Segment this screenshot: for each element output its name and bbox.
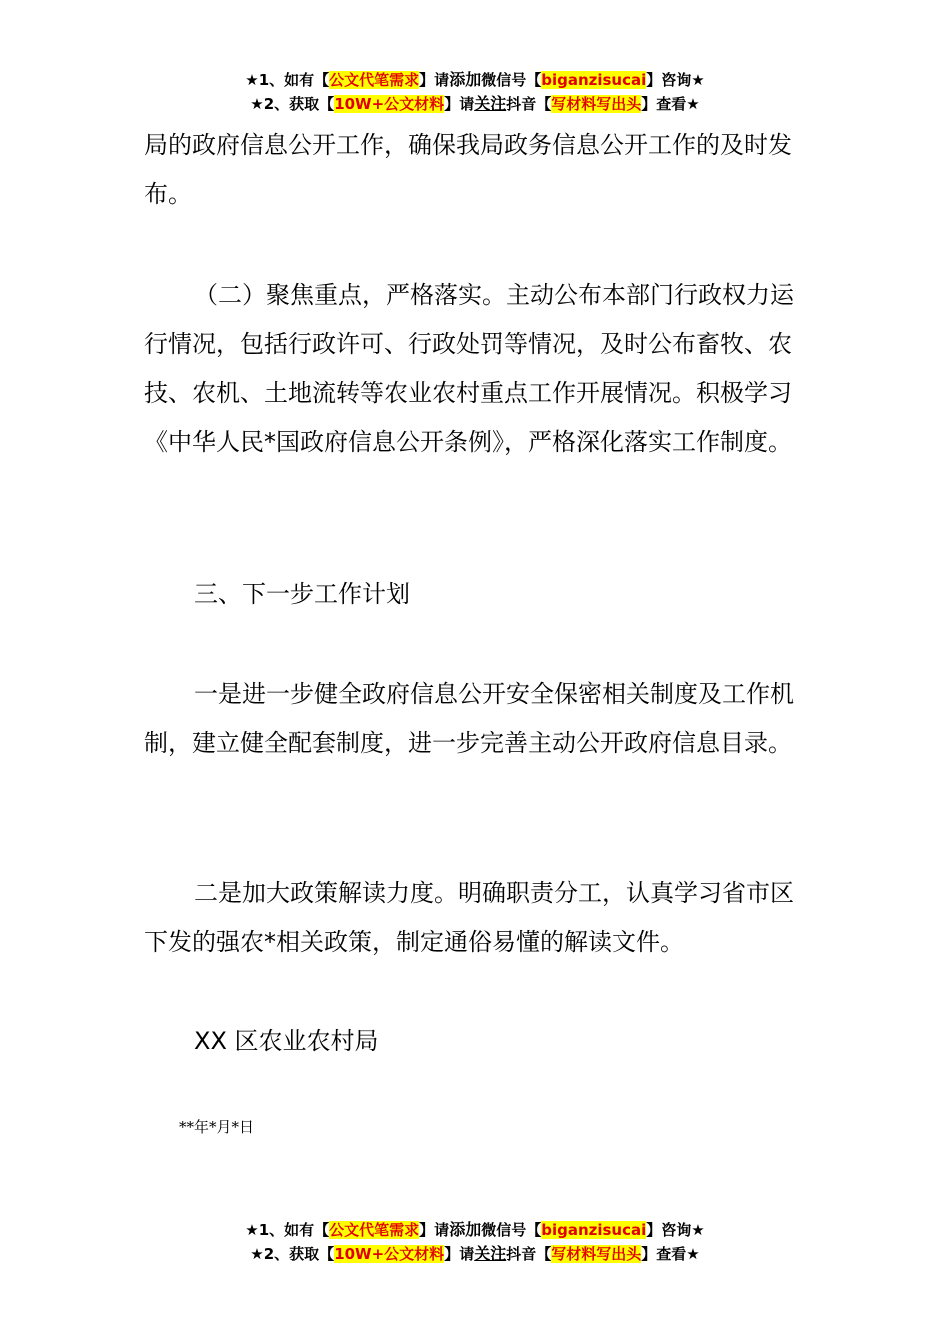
- paragraph-text: 二是加大政策解读力度。明确职责分工，认真学习省市区下发的强农*相关政策，制定通俗易懂的解读文件。: [144, 879, 794, 956]
- banner-text: 】请: [444, 95, 475, 113]
- banner-text: ★2、获取【: [250, 95, 335, 113]
- paragraph-text: 局的政府信息公开工作，确保我局政务信息公开工作的及时发布。: [144, 131, 792, 208]
- paragraph-second: [144, 869, 808, 967]
- banner-line-1: [0, 1218, 950, 1242]
- banner-text: 】咨询★: [646, 71, 705, 89]
- banner-text: ★1、如有【: [245, 1221, 330, 1239]
- banner-text: ★2、获取【: [250, 1245, 335, 1263]
- banner-emphasis: 关注: [474, 1244, 507, 1263]
- highlight-douyin-id: 写材料写出头: [551, 1245, 642, 1263]
- banner-emphasis: 添加: [449, 1220, 482, 1239]
- banner-text: 】查看★: [641, 95, 700, 113]
- banner-emphasis: 添加: [449, 70, 482, 89]
- highlight-wechat-id: biganzisucai: [541, 71, 647, 89]
- highlight-materials: 10W+公文材料: [334, 1245, 445, 1263]
- paragraph-text: 一是进一步健全政府信息公开安全保密相关制度及工作机制，建立健全配套制度，进一步完善主动公开政府信息目录。: [144, 680, 794, 757]
- heading-text: 三、下一步工作计划: [194, 580, 410, 608]
- banner-text: 】请: [444, 1245, 475, 1263]
- banner-text: 抖音【: [506, 95, 552, 113]
- document-date: **年*月*日: [179, 1118, 255, 1136]
- banner-text: 】请: [419, 1221, 450, 1239]
- banner-text: 】咨询★: [646, 1221, 705, 1239]
- banner-line-1: [0, 68, 950, 92]
- banner-text: 微信号【: [481, 71, 542, 89]
- bottom-banner: [0, 1218, 950, 1266]
- banner-text: 】查看★: [641, 1245, 700, 1263]
- signature: [144, 1017, 808, 1066]
- banner-line-2: [0, 1242, 950, 1266]
- highlight-service: 公文代笔需求: [329, 1221, 420, 1239]
- banner-text: 抖音【: [506, 1245, 552, 1263]
- banner-emphasis: 关注: [474, 94, 507, 113]
- paragraph-focus: [144, 271, 808, 467]
- top-banner: [0, 68, 950, 116]
- highlight-service: 公文代笔需求: [329, 71, 420, 89]
- signature-text: XX 区农业农村局: [194, 1027, 379, 1055]
- section-heading: [144, 570, 808, 619]
- highlight-wechat-id: biganzisucai: [541, 1221, 647, 1239]
- banner-text: 微信号【: [481, 1221, 542, 1239]
- banner-line-2: [0, 92, 950, 116]
- paragraph-continuation: [144, 121, 808, 219]
- paragraph-text: （二）聚焦重点，严格落实。主动公布本部门行政权力运行情况，包括行政许可、行政处罚等情况，及时公布畜牧、农技、农机、土地流转等农业农村重点工作开展情况。积极学习《中华人民*国政府信息公开条例》，严格深化落实工作制度。: [144, 281, 794, 456]
- paragraph-first: [144, 670, 808, 768]
- highlight-douyin-id: 写材料写出头: [551, 95, 642, 113]
- highlight-materials: 10W+公文材料: [334, 95, 445, 113]
- banner-text: ★1、如有【: [245, 71, 330, 89]
- banner-text: 】请: [419, 71, 450, 89]
